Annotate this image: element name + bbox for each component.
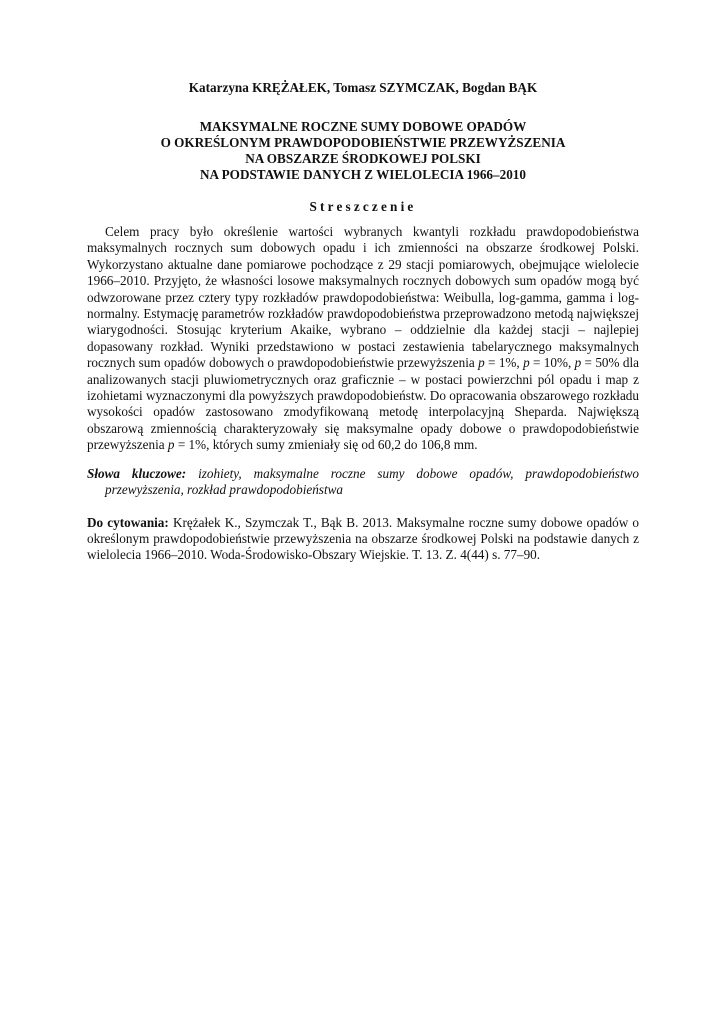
- citation-text: Krężałek K., Szymczak T., Bąk B. 2013. Maksymalne roczne sumy dobowe opadów o określonym prawdopodobieństwie przewyższenia na obszarze środkowej Polski na podstawie danych z wielolecia 1966–2010. Woda-Środowisko-Obszary Wiejskie. T. 13. Z. 4(44) s. 77–90.: [87, 514, 640, 563]
- probability-symbol: p: [478, 355, 485, 371]
- abstract-text: Celem pracy było określenie wartości wybranych kwantyli rozkładu prawdopodobieństwa maksymalnych rocznych sum dobowych opadu i ich zmienności na obszarze środkowej Polski. Wykorzystano aktualne dane pomiarowe pochodzące z 29 stacji pomiarowych, obejmujące wielolecie 1966–2010. Przyjęto, że własności losowe maksymalnych rocznych dobowych sum opadów mogą być odwzorowane przez cztery typy rozkładów prawdopodobieństwa: Weibulla, log-gamma, gamma i log-normalny. Estymację parametrów rozkładów prawdopodobieństwa przeprowadzono metodą największej wiarygodności. Stosując kryterium Akaike, wybrano – oddzielnie dla każdej stacji – najlepiej dopasowany rozkład. Wyniki przedstawiono w postaci zestawienia tabelarycznego maksymalnych rocznych sum opadów dobowych o prawdopodobieństwie przewyższenia: [87, 224, 639, 371]
- title-line: MAKSYMALNE ROCZNE SUMY DOBOWE OPADÓW: [199, 119, 527, 134]
- probability-symbol: p: [523, 355, 530, 371]
- paper-page: [87, 80, 639, 564]
- keywords-label: Słowa kluczowe:: [87, 465, 187, 481]
- abstract-heading: Streszczenie: [309, 199, 417, 214]
- abstract-text: = 10%,: [529, 355, 575, 371]
- abstract-body: [87, 224, 639, 454]
- title-line: NA OBSZARZE ŚRODKOWEJ POLSKI: [245, 151, 481, 166]
- title-line: O OKREŚLONYM PRAWDOPODOBIEŃSTWIE PRZEWYŻSZENIA: [160, 135, 566, 150]
- probability-symbol: p: [574, 355, 582, 371]
- keywords-block: [87, 466, 639, 499]
- abstract-text: = 50% dla analizowanych stacji pluwiometrycznych oraz graficznie – w postaci powierzchni pól opadu i map z izohietami wyznaczonymi dla powyższych prawdopodobieństw. Do opracowania obszarowego rozkładu wysokości opadów zastosowano zmodyfikowaną metodę interpolacyjną Sheparda. Największą obszarową zmiennością charakteryzowały się maksymalne opady dobowe o prawdopodobieństwie przewyższenia: [87, 355, 639, 453]
- probability-symbol: p: [167, 437, 175, 453]
- authors-line: Katarzyna KRĘŻAŁEK, Tomasz SZYMCZAK, Bogdan BĄK: [188, 80, 538, 95]
- citation-block: [87, 515, 639, 564]
- paper-title: [87, 119, 639, 183]
- citation-label: Do cytowania:: [87, 514, 169, 530]
- abstract-text: = 1%, których sumy zmieniały się od 60,2 do 106,8 mm.: [174, 437, 478, 453]
- abstract-text: = 1%,: [484, 355, 524, 371]
- keywords-text: izohiety, maksymalne roczne sumy dobowe opadów, prawdopodobieństwo przewyższenia, rozkład prawdopodobieństwa: [105, 465, 639, 498]
- title-line: NA PODSTAWIE DANYCH Z WIELOLECIA 1966–2010: [200, 167, 526, 182]
